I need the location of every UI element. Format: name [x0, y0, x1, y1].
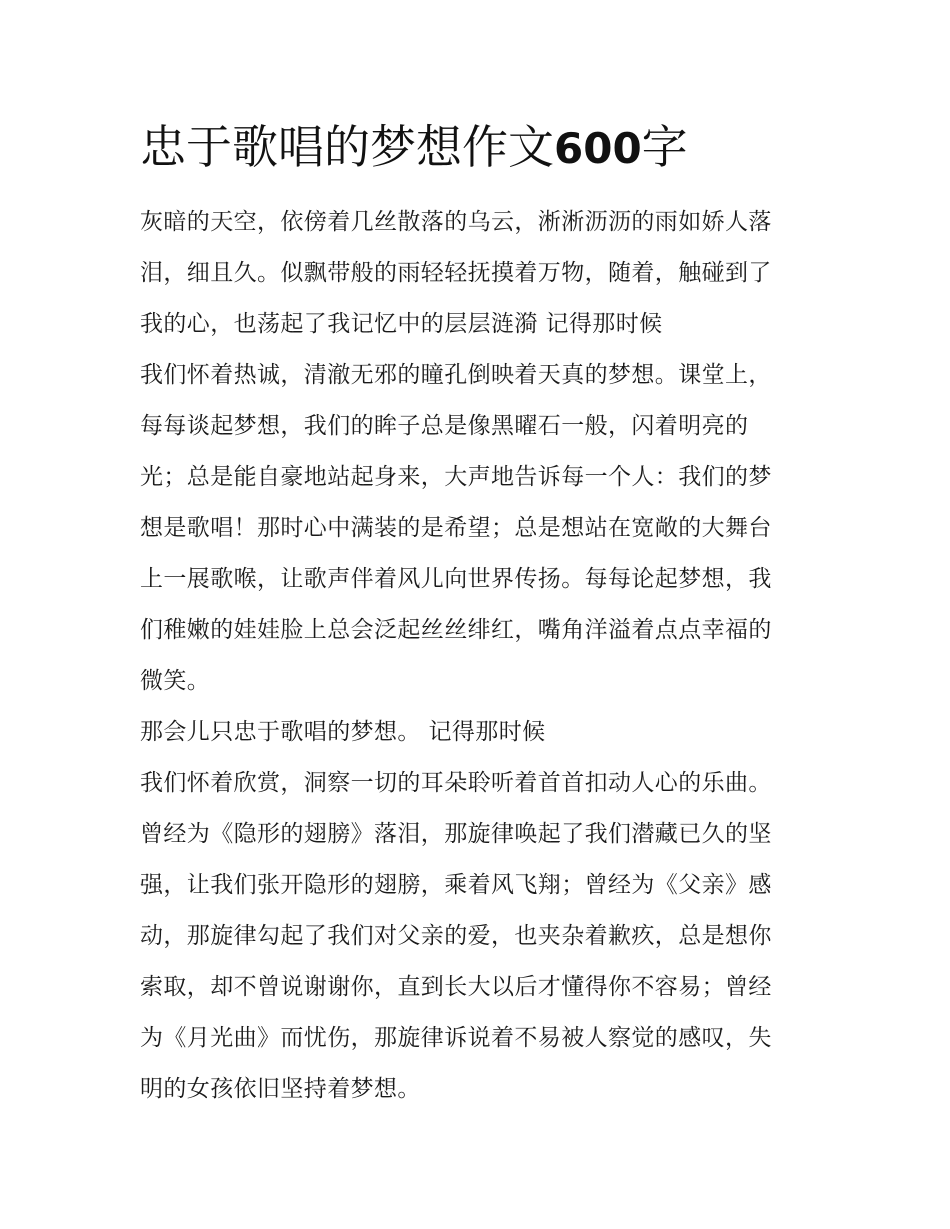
title-suffix: 字 — [641, 120, 688, 174]
text-line: 们稚嫩的娃娃脸上总会泛起丝丝绯红，嘴角洋溢着点点幸福的 — [140, 617, 772, 643]
text-line: 索取，却不曾说谢谢你，直到长大以后才懂得你不容易；曾经 — [140, 974, 772, 1000]
text-line: 光；总是能自豪地站起身来，大声地告诉每一个人：我们的梦 — [140, 464, 772, 490]
text-line: 泪，细且久。似飘带般的雨轻轻抚摸着万物，随着，触碰到了 — [140, 260, 772, 286]
text-line: 灰暗的天空，依傍着几丝散落的乌云，淅淅沥沥的雨如娇人落 — [140, 209, 772, 235]
text-line: 明的女孩依旧坚持着梦想。 — [140, 1076, 421, 1102]
text-line: 为《月光曲》而忧伤，那旋律诉说着不易被人察觉的感叹，失 — [140, 1025, 772, 1051]
title-text: 忠于歌唱的梦想作文 — [140, 120, 554, 174]
text-line: 上一展歌喉，让歌声伴着风儿向世界传扬。每每论起梦想，我 — [140, 566, 772, 592]
text-line: 强，让我们张开隐形的翅膀，乘着风飞翔；曾经为《父亲》感 — [140, 872, 772, 898]
title-number: 600 — [554, 124, 642, 173]
text-line: 想是歌唱！那时心中满装的是希望；总是想站在宽敞的大舞台 — [140, 515, 772, 541]
text-line: 我的心，也荡起了我记忆中的层层涟漪 记得那时候 — [140, 311, 663, 337]
page-title — [140, 116, 688, 180]
text-line: 动，那旋律勾起了我们对父亲的爱，也夹杂着歉疚，总是想你 — [140, 923, 772, 949]
text-line: 曾经为《隐形的翅膀》落泪，那旋律唤起了我们潜藏已久的坚 — [140, 821, 772, 847]
text-line: 每每谈起梦想，我们的眸子总是像黑曜石一般，闪着明亮的 — [140, 413, 749, 439]
text-line: 微笑。 — [140, 668, 211, 694]
text-line: 那会儿只忠于歌唱的梦想。 记得那时候 — [140, 719, 546, 745]
essay-body — [140, 197, 812, 1115]
text-line: 我们怀着热诚，清澈无邪的瞳孔倒映着天真的梦想。课堂上， — [140, 362, 772, 388]
text-line: 我们怀着欣赏，洞察一切的耳朵聆听着首首扣动人心的乐曲。 — [140, 770, 772, 796]
